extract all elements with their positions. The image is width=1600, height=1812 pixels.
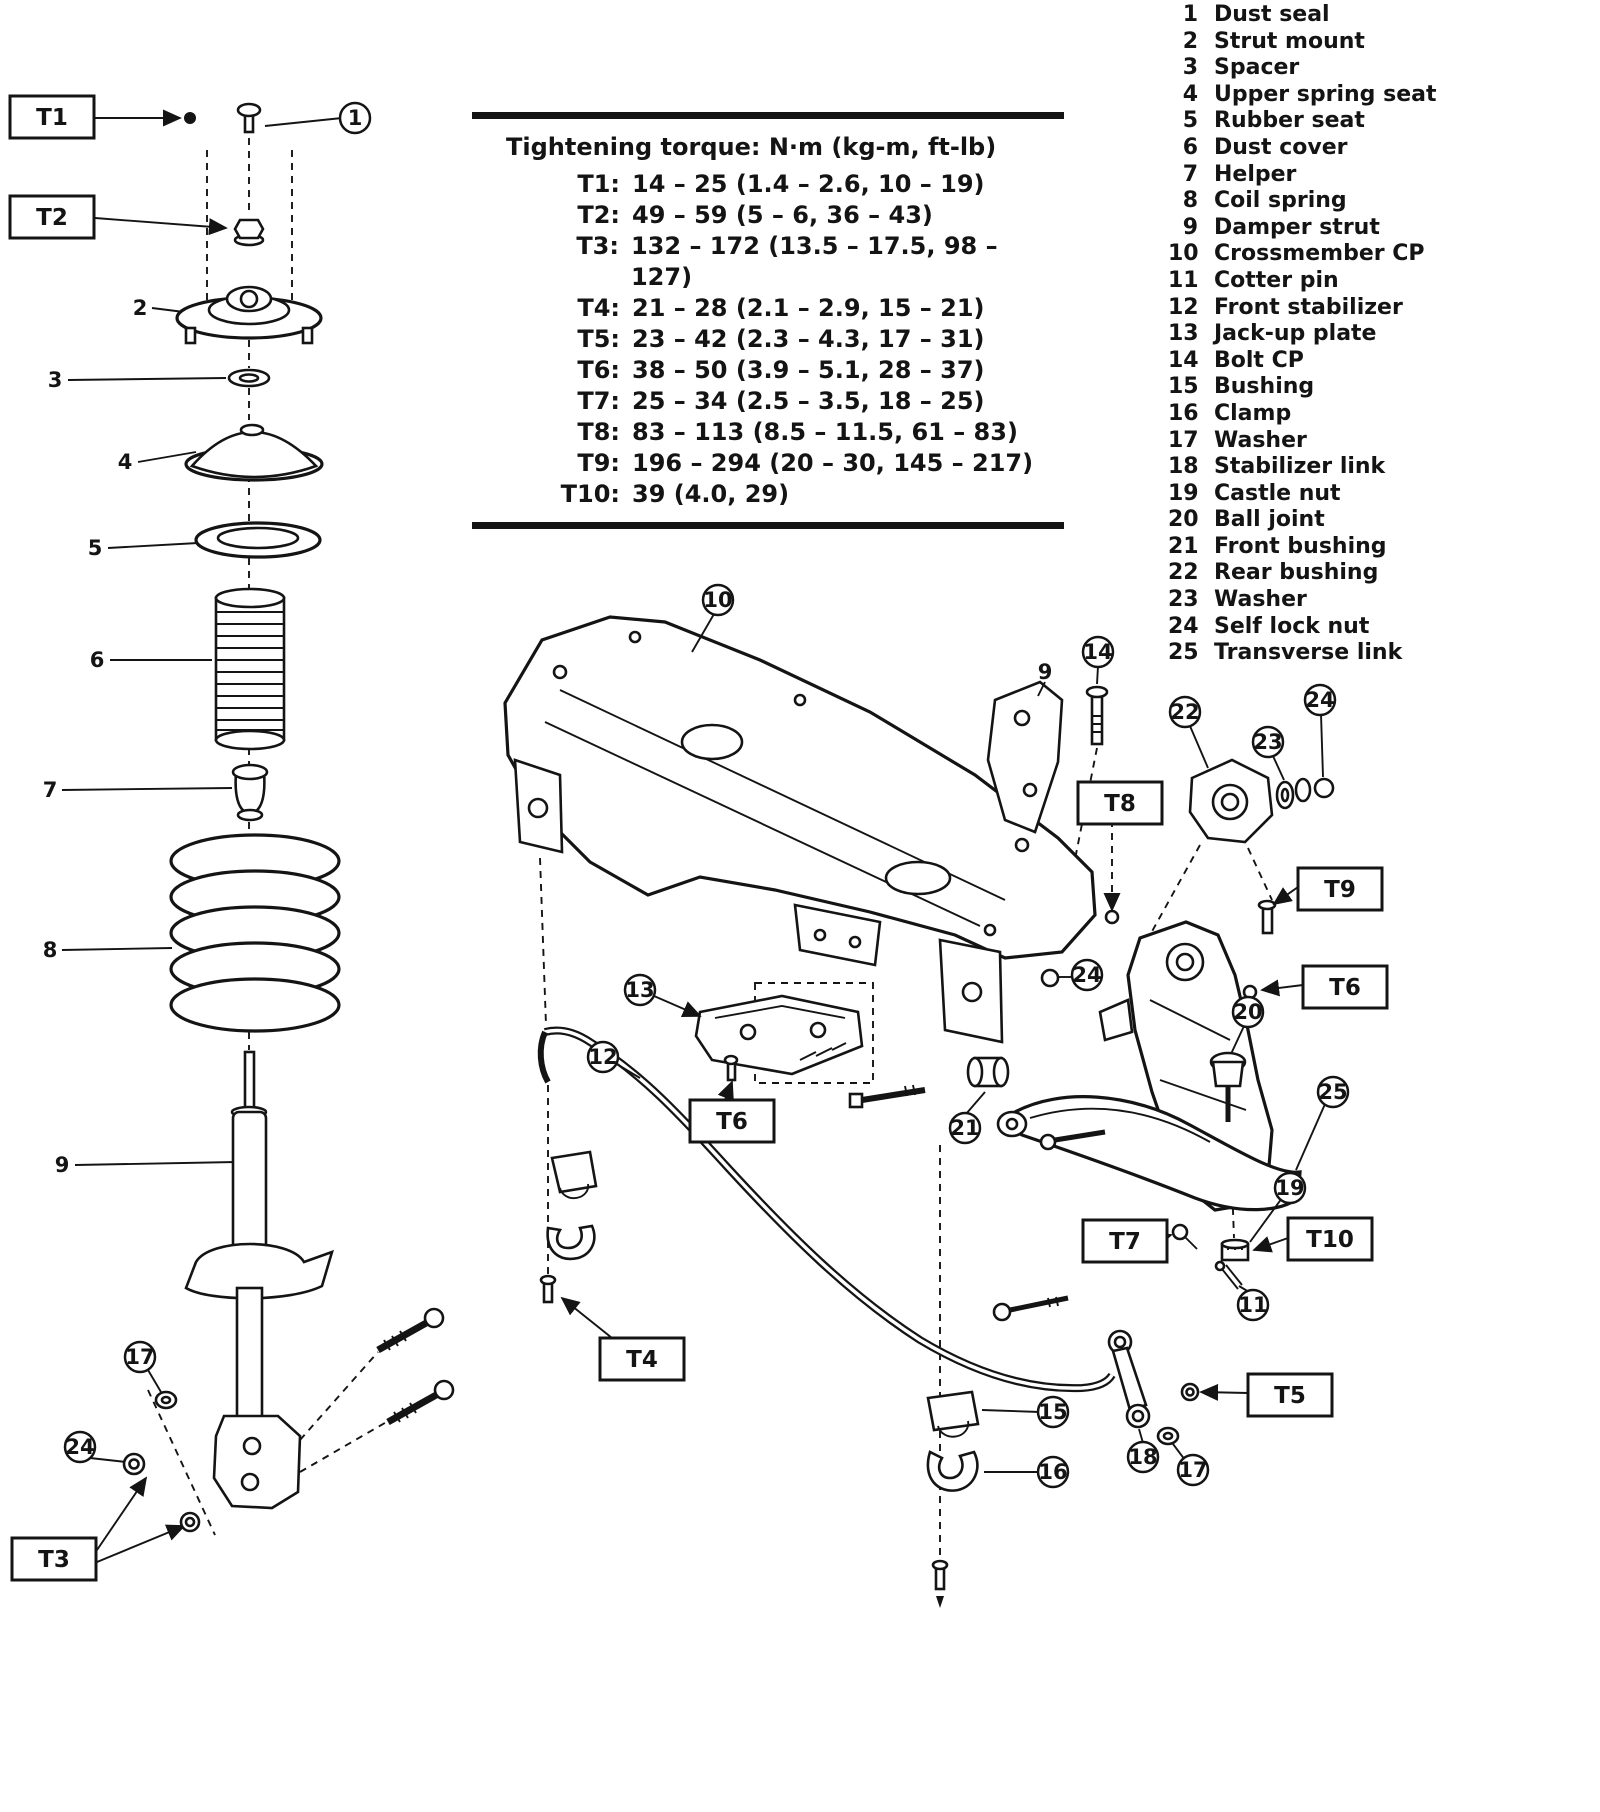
legend-item-number: 10 <box>1168 241 1199 267</box>
torque-row-label: T6: <box>577 356 620 384</box>
svg-text:T7: T7 <box>1109 1229 1141 1255</box>
svg-text:T3: T3 <box>38 1547 70 1573</box>
legend-item-name: Stabilizer link <box>1214 454 1386 480</box>
part-callout <box>1305 685 1335 715</box>
svg-text:10: 10 <box>703 588 733 612</box>
torque-label-box <box>600 1338 684 1380</box>
svg-text:6: 6 <box>89 648 105 672</box>
legend-item-name: Cotter pin <box>1214 267 1339 293</box>
torque-row <box>472 200 1064 231</box>
svg-text:T8: T8 <box>1104 791 1136 817</box>
torque-row-value: 83 – 113 (8.5 – 11.5, 61 – 83) <box>632 418 1018 446</box>
torque-label-box <box>1298 868 1382 910</box>
stabilizer-bushing-center <box>928 1392 978 1608</box>
legend-item-name: Helper <box>1214 161 1297 187</box>
legend-item-name: Ball joint <box>1214 507 1325 533</box>
legend-item <box>1168 481 1598 508</box>
part-callout <box>1275 1173 1305 1203</box>
dust-cover <box>216 589 284 749</box>
part-callout <box>1238 1290 1268 1320</box>
legend-item-name: Strut mount <box>1214 28 1365 54</box>
legend-item-name: Rubber seat <box>1214 108 1365 134</box>
damper-strut <box>186 1052 332 1508</box>
legend-item <box>1168 534 1598 561</box>
legend-item-number: 23 <box>1168 587 1199 613</box>
part-callout <box>1170 697 1200 727</box>
torque-row-label: T7: <box>577 387 620 415</box>
legend-item <box>1168 241 1598 268</box>
legend-item-name: Crossmember CP <box>1214 241 1425 267</box>
torque-row <box>472 386 1064 417</box>
torque-row-label: T3: <box>576 232 619 260</box>
legend-item-name: Dust cover <box>1214 134 1348 160</box>
part-callout <box>1178 1455 1208 1485</box>
svg-text:T6: T6 <box>1329 975 1361 1001</box>
legend-item <box>1168 428 1598 455</box>
legend-item-number: 2 <box>1182 28 1198 54</box>
jack-up-plate <box>696 996 862 1074</box>
castle-nut <box>1222 1240 1248 1260</box>
t1-bolt <box>184 112 196 124</box>
legend-item-number: 19 <box>1168 480 1199 506</box>
torque-row-value: 196 – 294 (20 – 30, 145 – 217) <box>632 449 1034 477</box>
torque-row-label: T2: <box>577 201 620 229</box>
legend-item-name: Coil spring <box>1214 188 1347 214</box>
svg-text:24: 24 <box>1072 963 1102 987</box>
legend-item <box>1168 55 1598 82</box>
torque-row-value: 39 (4.0, 29) <box>632 480 790 508</box>
torque-label-box <box>10 96 94 138</box>
legend-item <box>1168 108 1598 135</box>
rear-bushing-bracket <box>1190 760 1333 842</box>
legend-item-name: Bolt CP <box>1214 347 1304 373</box>
legend-item <box>1168 587 1598 614</box>
torque-row-label: T4: <box>577 294 620 322</box>
part-callout <box>625 975 655 1005</box>
part-callout <box>588 1042 618 1072</box>
legend-item-name: Bushing <box>1214 374 1315 400</box>
svg-text:19: 19 <box>1275 1176 1305 1200</box>
crossmember-assembly <box>505 614 1333 1608</box>
stabilizer-link <box>1109 1331 1198 1444</box>
legend-item-number: 12 <box>1168 294 1199 320</box>
coil-spring <box>171 835 339 1031</box>
svg-text:13: 13 <box>625 978 655 1002</box>
torque-row-label: T5: <box>577 325 620 353</box>
part-callout <box>88 536 103 560</box>
torque-row-label: T1: <box>577 170 620 198</box>
legend-item-name: Rear bushing <box>1214 560 1379 586</box>
torque-row-label: T9: <box>577 449 620 477</box>
torque-row <box>472 169 1064 200</box>
svg-text:11: 11 <box>1238 1293 1268 1317</box>
legend-item <box>1168 507 1598 534</box>
svg-text:17: 17 <box>1178 1458 1208 1482</box>
torque-row <box>472 355 1064 386</box>
torque-row-value: 23 – 42 (2.3 – 4.3, 17 – 31) <box>632 325 985 353</box>
torque-row-label: T10: <box>560 480 620 508</box>
legend-item-number: 5 <box>1182 108 1198 134</box>
legend-item <box>1168 268 1598 295</box>
part-callout <box>1072 960 1102 990</box>
svg-text:8: 8 <box>42 938 58 962</box>
svg-text:5: 5 <box>87 536 103 560</box>
svg-text:17: 17 <box>125 1345 155 1369</box>
legend-item-name: Dust seal <box>1214 2 1330 27</box>
svg-text:12: 12 <box>588 1045 618 1069</box>
torque-row <box>472 417 1064 448</box>
torque-row <box>472 231 1064 293</box>
bolt-cp <box>1087 687 1107 744</box>
svg-text:T4: T4 <box>626 1347 658 1373</box>
svg-text:4: 4 <box>117 450 133 474</box>
svg-text:T5: T5 <box>1274 1383 1306 1409</box>
svg-text:T10: T10 <box>1306 1227 1354 1253</box>
legend-item-name: Front bushing <box>1214 533 1387 559</box>
part-callout <box>340 103 370 133</box>
svg-text:14: 14 <box>1083 640 1113 664</box>
svg-text:25: 25 <box>1318 1080 1348 1104</box>
svg-text:20: 20 <box>1233 1000 1263 1024</box>
legend-item-number: 6 <box>1182 134 1198 160</box>
legend-item-name: Clamp <box>1214 400 1292 426</box>
legend-item-number: 20 <box>1168 507 1199 533</box>
torque-row-value: 14 – 25 (1.4 – 2.6, 10 – 19) <box>632 170 985 198</box>
legend-item <box>1168 560 1598 587</box>
torque-label-box <box>12 1538 96 1580</box>
svg-text:T9: T9 <box>1324 877 1356 903</box>
dust-seal-pin <box>238 104 260 132</box>
svg-text:23: 23 <box>1253 730 1283 754</box>
legend-item-name: Self lock nut <box>1214 613 1370 639</box>
svg-text:18: 18 <box>1128 1445 1158 1469</box>
legend-item-number: 14 <box>1168 347 1199 373</box>
legend-item-number: 24 <box>1168 613 1199 639</box>
torque-label-box <box>10 196 94 238</box>
svg-text:9: 9 <box>54 1153 70 1177</box>
legend-item-number: 17 <box>1168 427 1199 453</box>
svg-text:24: 24 <box>1305 688 1335 712</box>
legend-item <box>1168 295 1598 322</box>
part-callout <box>43 938 58 962</box>
part-callout <box>90 648 105 672</box>
svg-text:T2: T2 <box>36 205 68 231</box>
t8-nut <box>1106 911 1118 923</box>
legend-item-number: 25 <box>1168 640 1199 666</box>
part-callout <box>1318 1077 1348 1107</box>
torque-label-box <box>1248 1374 1332 1416</box>
part-callout <box>703 585 733 615</box>
torque-label-box <box>1288 1218 1372 1260</box>
svg-text:T6: T6 <box>716 1109 748 1135</box>
svg-text:21: 21 <box>950 1116 980 1140</box>
front-bushing <box>968 1058 1008 1086</box>
torque-table-title: Tightening torque: N·m (kg-m, ft-lb) <box>506 133 997 161</box>
part-callout <box>43 778 58 802</box>
part-callout <box>48 368 63 392</box>
legend-item <box>1168 135 1598 162</box>
legend-item <box>1168 348 1598 375</box>
spacer <box>229 370 269 386</box>
legend-item-number: 1 <box>1182 2 1198 27</box>
legend-item <box>1168 640 1598 667</box>
part-callout <box>1233 997 1263 1027</box>
legend-item <box>1168 374 1598 401</box>
svg-text:7: 7 <box>42 778 58 802</box>
legend-item <box>1168 188 1598 215</box>
t9-bolt <box>1259 901 1275 933</box>
torque-row-value: 38 – 50 (3.9 – 5.1, 28 – 37) <box>632 356 985 384</box>
torque-label-box <box>1303 966 1387 1008</box>
torque-label-box <box>1078 782 1162 824</box>
legend-item-number: 13 <box>1168 321 1199 347</box>
part-callout <box>133 296 148 320</box>
legend-item-number: 8 <box>1182 188 1198 214</box>
torque-row-value: 25 – 34 (2.5 – 3.5, 18 – 25) <box>632 387 985 415</box>
torque-row <box>472 324 1064 355</box>
legend-item <box>1168 82 1598 109</box>
cotter-pin <box>1216 1262 1242 1289</box>
torque-label-box <box>1083 1220 1167 1262</box>
svg-text:16: 16 <box>1038 1460 1068 1484</box>
strut-mount <box>177 287 321 343</box>
legend-item <box>1168 614 1598 641</box>
rubber-seat <box>196 523 320 557</box>
self-lock-nut-crossmember <box>1042 970 1058 986</box>
legend-item-number: 4 <box>1182 81 1198 107</box>
svg-text:22: 22 <box>1170 700 1200 724</box>
svg-text:2: 2 <box>132 296 148 320</box>
torque-row-value: 21 – 28 (2.1 – 2.9, 15 – 21) <box>632 294 985 322</box>
torque-label-box <box>690 1100 774 1142</box>
legend-item-name: Front stabilizer <box>1214 294 1403 320</box>
legend-item-name: Washer <box>1214 587 1307 613</box>
strut-mount-nut <box>235 220 263 245</box>
legend-item <box>1168 2 1598 29</box>
torque-row <box>472 448 1064 479</box>
legend-item-name: Castle nut <box>1214 480 1341 506</box>
svg-text:9: 9 <box>1037 660 1053 684</box>
part-callout <box>1253 727 1283 757</box>
torque-row-value: 49 – 59 (5 – 6, 36 – 43) <box>632 201 933 229</box>
legend-item <box>1168 162 1598 189</box>
legend-item-name: Spacer <box>1214 55 1300 81</box>
legend-item-name: Transverse link <box>1214 640 1403 666</box>
upper-spring-seat <box>186 425 322 480</box>
torque-row-value: 132 – 172 (13.5 – 17.5, 98 – 127) <box>630 232 998 291</box>
part-callout <box>950 1113 980 1143</box>
t7-bolt <box>1173 1225 1197 1249</box>
part-callout <box>1083 637 1113 667</box>
strut-knuckle-bolts <box>378 1309 453 1422</box>
legend-item <box>1168 454 1598 481</box>
part-callout <box>65 1432 95 1462</box>
legend-item-number: 18 <box>1168 454 1199 480</box>
torque-row <box>472 479 1064 510</box>
part-callout <box>1038 1397 1068 1427</box>
parts-legend <box>1168 2 1598 667</box>
strut-exploded-view <box>62 104 453 1562</box>
part-callout <box>1038 660 1053 684</box>
legend-item <box>1168 321 1598 348</box>
torque-table <box>472 112 1064 529</box>
part-callout <box>1038 1457 1068 1487</box>
svg-text:15: 15 <box>1038 1400 1068 1424</box>
torque-row-label: T8: <box>577 418 620 446</box>
legend-item-name: Washer <box>1214 427 1307 453</box>
part-callout <box>118 450 133 474</box>
svg-text:3: 3 <box>47 368 63 392</box>
part-callout <box>1128 1442 1158 1472</box>
legend-item-number: 22 <box>1168 560 1199 586</box>
part-callout <box>125 1342 155 1372</box>
svg-text:24: 24 <box>65 1435 95 1459</box>
part-callout <box>55 1153 70 1177</box>
svg-text:1: 1 <box>347 106 363 130</box>
crossmember <box>505 617 1095 1042</box>
svg-text:T1: T1 <box>36 105 68 131</box>
helper-bumper <box>233 765 267 820</box>
legend-item-name: Jack-up plate <box>1214 321 1377 347</box>
legend-item-number: 7 <box>1182 161 1198 187</box>
legend-item-number: 3 <box>1182 55 1198 81</box>
legend-item-number: 11 <box>1168 267 1199 293</box>
legend-item <box>1168 215 1598 242</box>
legend-item <box>1168 29 1598 56</box>
legend-item-number: 16 <box>1168 400 1199 426</box>
torque-row <box>472 293 1064 324</box>
legend-item-number: 9 <box>1182 214 1198 240</box>
stabilizer-bushing-left <box>541 1152 596 1302</box>
legend-item-number: 21 <box>1168 533 1199 559</box>
front-stabilizer-bar <box>541 1030 1112 1388</box>
legend-item-name: Damper strut <box>1214 214 1380 240</box>
legend-item <box>1168 401 1598 428</box>
legend-item-number: 15 <box>1168 374 1199 400</box>
t6-bolt <box>725 1056 737 1080</box>
washer-part-left <box>156 1392 176 1408</box>
legend-item-name: Upper spring seat <box>1214 81 1437 107</box>
